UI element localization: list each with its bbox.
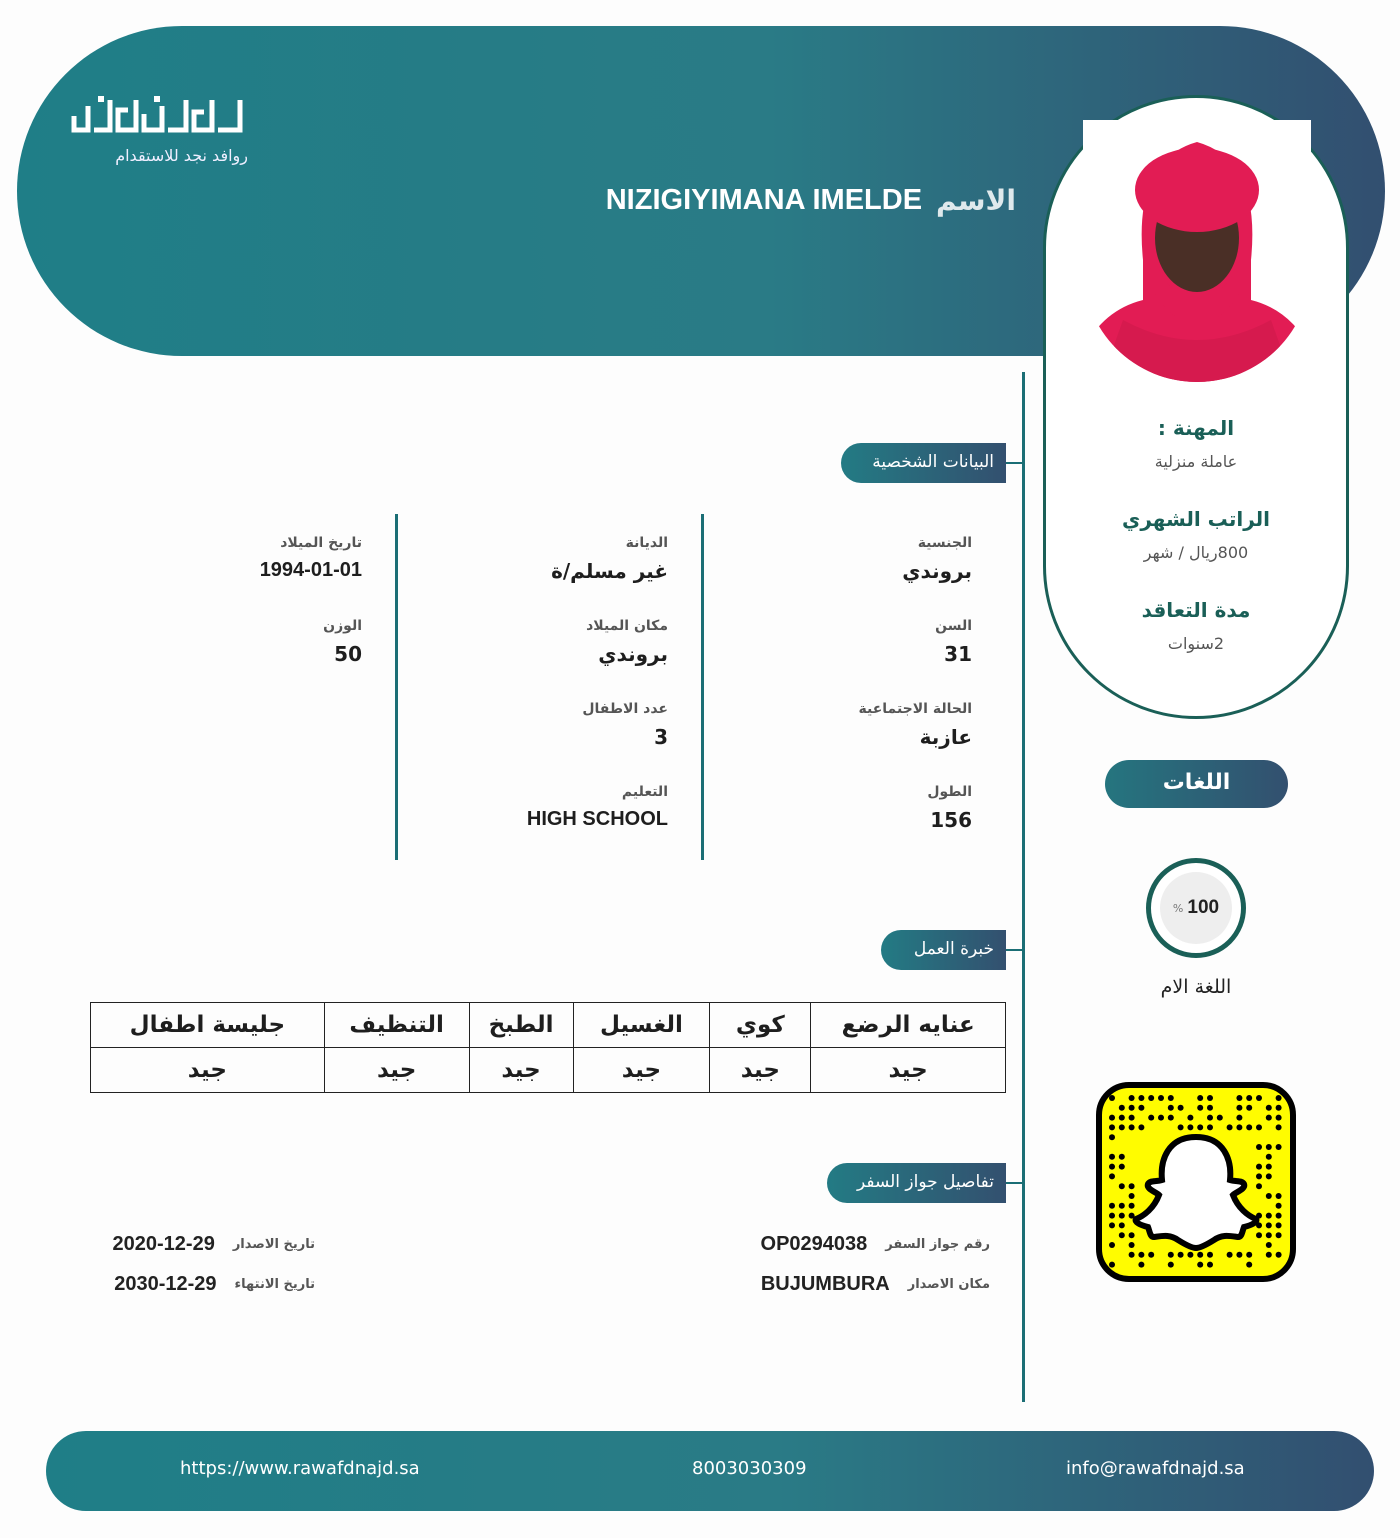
nationality-field (740, 535, 972, 583)
snapcode-dot (1266, 1252, 1272, 1258)
column-divider (701, 514, 704, 860)
passport-section-heading: تفاصيل جواز السفر (827, 1163, 1006, 1203)
field-label: عدد الاطفال (582, 701, 668, 717)
snapcode-dot (1266, 1173, 1272, 1179)
snapcode-dot (1217, 1115, 1223, 1121)
section-connector (1006, 1182, 1022, 1184)
passport-number-row (761, 1233, 990, 1256)
personal-section-heading: البيانات الشخصية (841, 443, 1006, 483)
snapcode-dot (1109, 1115, 1115, 1121)
snapcode-dot (1236, 1252, 1242, 1258)
snapcode-dot (1178, 1252, 1184, 1258)
snapcode-dot (1129, 1105, 1135, 1111)
table-cell: جيد (573, 1048, 710, 1093)
snapcode-dot (1138, 1252, 1144, 1258)
snapcode-dot (1168, 1115, 1174, 1121)
email-link[interactable]: info@rawafdnajd.sa (1066, 1458, 1245, 1479)
snapcode-dot (1246, 1262, 1252, 1268)
field-label: الجنسية (917, 535, 972, 551)
passport-expiry-row (114, 1273, 315, 1296)
snapcode-dot (1207, 1095, 1213, 1101)
field-value: 50 (334, 642, 362, 666)
snapcode-dot (1266, 1232, 1272, 1238)
snapcode-dot (1119, 1124, 1125, 1130)
birthplace-field (430, 618, 668, 666)
skills-table (90, 1002, 1006, 1093)
field-label: الديانة (625, 535, 668, 551)
snapcode-dot (1266, 1154, 1272, 1160)
snapcode-dot (1276, 1144, 1282, 1150)
salary-label: الراتب الشهري (1122, 507, 1270, 531)
snapcode-dot (1207, 1115, 1213, 1121)
snapcode-dot (1187, 1115, 1193, 1121)
field-value: HIGH SCHOOL (526, 808, 668, 830)
profile-photo (1083, 120, 1311, 382)
snapcode-dot (1109, 1164, 1115, 1170)
timeline-line (1022, 372, 1025, 1402)
passport-expiry-label: تاريخ الانتهاء (234, 1277, 315, 1292)
field-value: 3 (654, 725, 668, 749)
snapcode-dot (1109, 1213, 1115, 1219)
snapcode-dot (1109, 1242, 1115, 1248)
snapcode-dot (1256, 1095, 1262, 1101)
passport-place-value: BUJUMBURA (760, 1273, 890, 1295)
snapcode-dot (1129, 1124, 1135, 1130)
passport-place-label: مكان الاصدار (907, 1277, 990, 1292)
weight-field (130, 618, 362, 666)
snapcode-dot (1109, 1222, 1115, 1228)
field-value: 156 (930, 808, 972, 832)
table-row (91, 1048, 1006, 1093)
field-label: مكان الميلاد (586, 618, 668, 634)
snapcode-dot (1129, 1095, 1135, 1101)
height-field (740, 784, 972, 832)
table-cell: جيد (91, 1048, 325, 1093)
marital-status-field (740, 701, 972, 749)
logo-mark-icon (68, 92, 248, 142)
table-cell: جيد (324, 1048, 469, 1093)
snapcode-dot (1109, 1173, 1115, 1179)
snapcode-dot (1207, 1124, 1213, 1130)
name-label: الاسم (936, 183, 1016, 217)
snapcode-dot (1129, 1203, 1135, 1209)
passport-issue-value: 2020-12-29 (112, 1233, 215, 1255)
snapcode-dot (1266, 1242, 1272, 1248)
field-label: الطول (927, 784, 972, 800)
snapcode-dot (1266, 1213, 1272, 1219)
field-value: بروندي (902, 559, 972, 583)
field-value: 1994-01-01 (259, 559, 362, 581)
snapcode-dot (1236, 1105, 1242, 1111)
religion-field (430, 535, 668, 583)
experience-section-heading: خبرة العمل (881, 930, 1006, 970)
table-header-cell: جليسة اطفال (91, 1003, 325, 1048)
table-header-cell: عنايه الرضع (811, 1003, 1006, 1048)
snapcode-dot (1138, 1124, 1144, 1130)
snapcode-dot (1197, 1124, 1203, 1130)
table-header-cell: كوي (710, 1003, 811, 1048)
table-cell: جيد (469, 1048, 573, 1093)
snapcode-dot (1187, 1252, 1193, 1258)
snapcode-dot (1138, 1262, 1144, 1268)
name-value: NIZIGIYIMANA IMELDE (605, 183, 923, 216)
passport-number-value: OP0294038 (760, 1233, 868, 1255)
logo-subtitle: روافد نجد للاستقدام (115, 146, 248, 165)
snapcode-dot (1197, 1252, 1203, 1258)
snapcode-dot (1119, 1154, 1125, 1160)
snapcode-dot (1119, 1105, 1125, 1111)
snapchat-ghost-icon[interactable] (1096, 1082, 1296, 1282)
field-value: بروندي (598, 642, 668, 666)
snapcode-dot (1168, 1262, 1174, 1268)
passport-number-label: رقم جواز السفر (885, 1237, 990, 1252)
language-name: اللغة الام (1160, 976, 1232, 998)
passport-place-row (761, 1273, 990, 1296)
snapcode-dot (1276, 1252, 1282, 1258)
snapcode-dot (1119, 1222, 1125, 1228)
company-logo (68, 92, 252, 172)
snapcode-dot (1246, 1095, 1252, 1101)
contract-value: 2سنوات (1167, 634, 1225, 653)
snapcode-dot (1148, 1252, 1154, 1258)
profession-label: المهنة : (1157, 416, 1235, 440)
field-value: عازبة (919, 725, 972, 749)
snapcode-dot (1246, 1105, 1252, 1111)
snapcode-dot (1109, 1154, 1115, 1160)
profession-value: عاملة منزلية (1154, 452, 1238, 471)
field-label: التعليم (621, 784, 668, 800)
field-label: تاريخ الميلاد (280, 535, 362, 551)
snapcode-dot (1276, 1115, 1282, 1121)
table-header-cell: الغسيل (573, 1003, 710, 1048)
snapcode-dot (1276, 1095, 1282, 1101)
snapcode-dot (1109, 1134, 1115, 1140)
snapcode-dot (1119, 1164, 1125, 1170)
snapcode-dot (1266, 1222, 1272, 1228)
age-field (740, 618, 972, 666)
language-percent: 100 (1187, 897, 1220, 918)
snapcode-dot (1148, 1095, 1154, 1101)
field-label: الوزن (323, 618, 362, 634)
snapcode-dot (1109, 1124, 1115, 1130)
snapcode-dot (1266, 1115, 1272, 1121)
snapcode-dot (1276, 1222, 1282, 1228)
snapcode-dot (1178, 1124, 1184, 1130)
field-label: السن (935, 618, 972, 634)
snapcode-dot (1266, 1105, 1272, 1111)
section-connector (1006, 949, 1022, 951)
snapcode-dot (1109, 1262, 1115, 1268)
snapcode-dot (1207, 1105, 1213, 1111)
snapcode-dot (1119, 1213, 1125, 1219)
snapcode-dot (1119, 1183, 1125, 1189)
snapcode-dot (1207, 1252, 1213, 1258)
snapcode-dot (1129, 1115, 1135, 1121)
table-header-cell: التنظيف (324, 1003, 469, 1048)
education-field (430, 784, 668, 831)
column-divider (395, 514, 398, 860)
snapcode-dot (1207, 1262, 1213, 1268)
snapcode-dot (1236, 1095, 1242, 1101)
language-percent-circle (1146, 858, 1246, 958)
snapcode-dot (1246, 1124, 1252, 1130)
section-connector (1006, 462, 1022, 464)
languages-heading: اللغات (1105, 760, 1288, 808)
snapcode-dot (1119, 1115, 1125, 1121)
passport-expiry-value: 2030-12-29 (114, 1273, 217, 1295)
snapcode-dot (1227, 1252, 1233, 1258)
table-header-cell: الطبخ (469, 1003, 573, 1048)
snapcode-dot (1178, 1105, 1184, 1111)
snapcode-dot (1138, 1105, 1144, 1111)
children-field (430, 701, 668, 749)
snapcode-dot (1148, 1115, 1154, 1121)
snapcode-dot (1187, 1124, 1193, 1130)
snapcode-dot (1276, 1203, 1282, 1209)
snapcode-dot (1197, 1095, 1203, 1101)
snapcode-dot (1236, 1124, 1242, 1130)
passport-issue-label: تاريخ الاصدار (232, 1237, 315, 1252)
snapcode-dot (1158, 1095, 1164, 1101)
snapcode-dot (1236, 1115, 1242, 1121)
snapcode-dot (1256, 1183, 1262, 1189)
snapcode-dot (1276, 1213, 1282, 1219)
field-value: 31 (944, 642, 972, 666)
snapcode-dot (1256, 1124, 1262, 1130)
contract-label: مدة التعاقد (1141, 598, 1251, 622)
snapcode-dot (1266, 1144, 1272, 1150)
snapcode-dot (1168, 1105, 1174, 1111)
snapcode-dot (1158, 1115, 1164, 1121)
snapcode-dot (1227, 1124, 1233, 1130)
passport-issue-row (113, 1233, 315, 1256)
snapcode-dot (1109, 1095, 1115, 1101)
percent-sign: % (1172, 901, 1184, 915)
snapcode-dot (1276, 1232, 1282, 1238)
birthdate-field (130, 535, 362, 582)
snapcode-dot (1256, 1173, 1262, 1179)
snapcode-dot (1109, 1203, 1115, 1209)
snapcode-dot (1129, 1232, 1135, 1238)
snapcode-dot (1276, 1193, 1282, 1199)
snapcode-dot (1276, 1105, 1282, 1111)
salary-value: 800ريال / شهر (1143, 543, 1249, 562)
snapcode-dot (1119, 1203, 1125, 1209)
snapcode-dot (1256, 1144, 1262, 1150)
table-cell: جيد (811, 1048, 1006, 1093)
phone-number[interactable]: 8003030309 (692, 1458, 807, 1479)
website-link[interactable]: https://www.rawafdnajd.sa (180, 1458, 420, 1479)
field-label: الحالة الاجتماعية (858, 701, 972, 717)
snapcode-dot (1266, 1164, 1272, 1170)
name-row (606, 180, 1016, 220)
table-header-row (91, 1003, 1006, 1048)
snapcode-dot (1138, 1095, 1144, 1101)
table-cell: جيد (710, 1048, 811, 1093)
snapcode-dot (1246, 1252, 1252, 1258)
snapcode-dot (1276, 1124, 1282, 1130)
snapcode-dot (1256, 1232, 1262, 1238)
snapcode-dot (1266, 1193, 1272, 1199)
snapcode-dot (1129, 1252, 1135, 1258)
snapcode-dot (1197, 1105, 1203, 1111)
snapcode-dot (1129, 1183, 1135, 1189)
snapcode-dot (1119, 1232, 1125, 1238)
snapcode-dot (1168, 1095, 1174, 1101)
snapcode-dot (1129, 1242, 1135, 1248)
snapcode-dot (1129, 1193, 1135, 1199)
snapcode-dot (1256, 1164, 1262, 1170)
field-value: غير مسلم/ة (551, 559, 668, 583)
snapcode-dot (1168, 1252, 1174, 1258)
snapcode-dot (1197, 1262, 1203, 1268)
